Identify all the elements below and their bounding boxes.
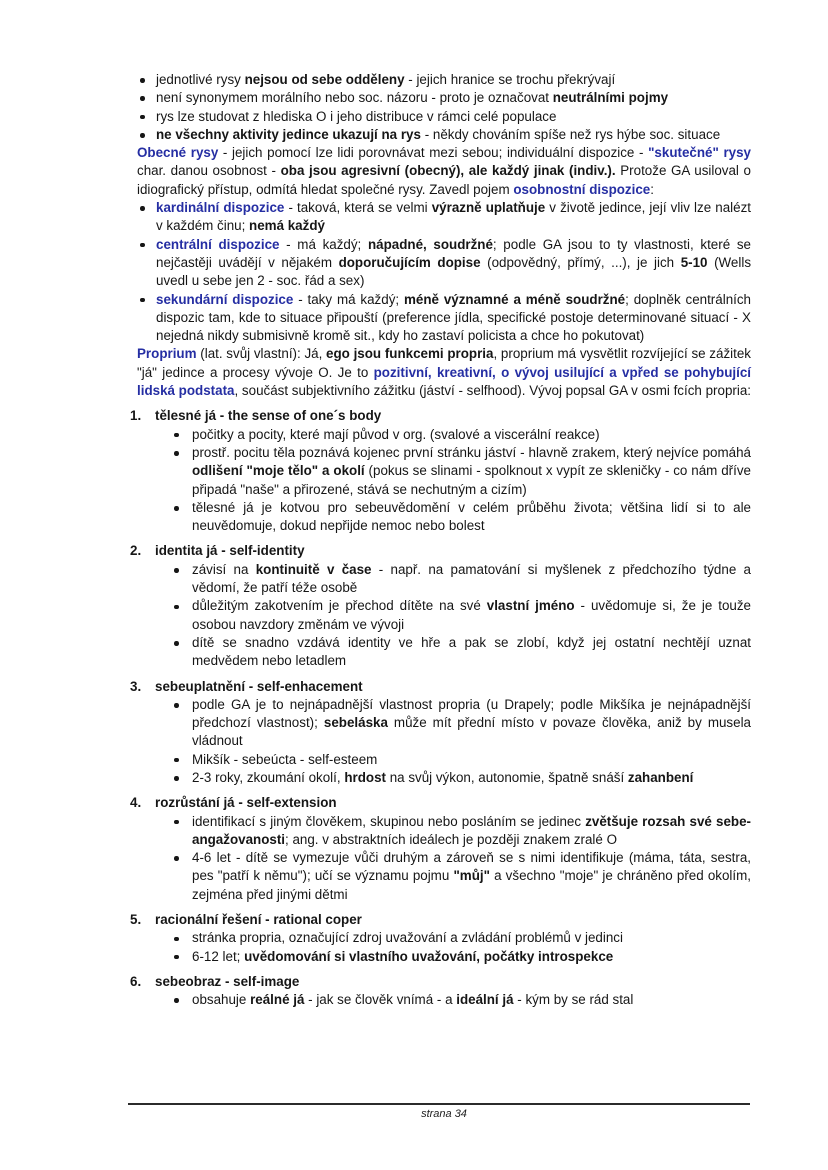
text-run: :	[650, 181, 654, 197]
bold-text-run: ne všechny aktivity jedince ukazují na rys	[156, 126, 421, 142]
section-number: 4.	[130, 795, 142, 811]
bullet-list	[137, 71, 751, 144]
text-run: v životě jedince, její vliv lze nalézt v každém činu;	[156, 200, 752, 234]
section-heading	[130, 678, 751, 696]
page-number: strana 34	[421, 1108, 467, 1120]
bullet-item	[137, 751, 751, 769]
text-run: (Wells uvedl u sebe jen 2 - soc. řád a sex)	[156, 254, 752, 289]
footer-divider	[128, 1103, 750, 1105]
bold-text-run: hrdost	[344, 769, 386, 785]
bullet-list	[137, 929, 751, 966]
section-number: 6.	[130, 973, 142, 989]
bold-text-run: neutrálními pojmy	[552, 90, 669, 106]
bold-text-run: výrazně uplatňuje	[431, 200, 546, 216]
numbered-section	[130, 407, 751, 535]
text-run: 2-3 roky, zkoumání okolí,	[192, 769, 345, 785]
text-run: - má každý;	[279, 236, 368, 252]
text-run: - např. na pamatování si myšlenek z předchozího týdne a vědomí, že patří téže osobě	[192, 561, 751, 596]
text-run: závisí na	[192, 561, 256, 577]
text-run: - taková, která se velmi	[284, 200, 432, 216]
paragraph	[137, 345, 751, 400]
bullet-list	[137, 991, 751, 1009]
accent-text-run: Obecné rysy	[137, 145, 219, 161]
bullet-item	[137, 597, 751, 634]
numbered-section	[130, 911, 751, 966]
bold-text-run: kontinuitě v čase	[255, 561, 372, 577]
text-run: a všechno "moje" je chráněno před okolím, zejména před jinými dětmi	[192, 868, 751, 902]
section-heading	[130, 911, 751, 929]
bold-text-run: 5-10	[680, 254, 708, 270]
bold-text-run: sebeuplatnění - self-enhacement	[155, 678, 363, 694]
bold-text-run: uvědomování si vlastního uvažování, počátky introspekce	[244, 948, 614, 964]
bold-text-run: nápadné, soudržné	[367, 236, 493, 252]
bullet-item	[137, 813, 751, 850]
bold-text-run: "můj"	[453, 868, 490, 884]
text-run: ; doplněk centrálních dispozic tam, kde to situace připouští (preference jídla, specifické postoje determinované situací - X nejedná nikdy submisivně kromě sit., kdy ho zastaví policista a chce ho pokutovat)	[156, 291, 752, 344]
text-run: identifikací s jiným člověkem, skupinou nebo posláním se jedinec	[192, 813, 586, 829]
bullet-item	[137, 499, 751, 536]
text-run: stránka propria, označující zdroj uvažování a zvládání problémů v jedinci	[192, 930, 623, 946]
numbered-section	[130, 794, 751, 904]
text-run: na svůj výkon, autonomie, špatně snáší	[385, 769, 628, 785]
bold-text-run: rozrůstání já - self-extension	[155, 795, 337, 811]
bold-text-run: oba jsou agresivní (obecný), ale každý jinak (indiv.).	[280, 163, 616, 179]
bullet-item	[137, 948, 751, 966]
section-number: 2.	[130, 543, 142, 559]
bold-text-run: odlišení "moje tělo" a okolí	[192, 463, 365, 479]
text-run: - někdy chováním spíše než rys hýbe soc. situace	[420, 126, 721, 142]
document-content	[130, 71, 752, 1010]
bold-text-run: vlastní jméno	[486, 598, 575, 614]
bold-text-run: doporučujícím dopise	[338, 254, 481, 270]
bullet-item	[137, 849, 751, 904]
section-heading	[130, 542, 751, 560]
bullet-item	[137, 426, 751, 444]
text-run: - jejich pomocí lze lidi porovnávat mezi sebou; individuální dispozice -	[218, 145, 649, 161]
bullet-item	[137, 126, 751, 144]
accent-text-run: pozitivní, kreativní, o vývoj usilující a vpřed se pohybující lidská podstata	[137, 364, 751, 399]
text-run: Protože GA usiloval o idiografický přístup, odmítá hledat společné rysy. Zavedl pojem	[137, 163, 751, 197]
accent-text-run: "skutečné" rysy	[648, 145, 751, 161]
text-run: (lat. svůj vlastní): Já,	[196, 346, 327, 362]
section-heading	[130, 794, 751, 812]
bullet-list	[137, 426, 751, 536]
text-run: podle GA je to nejnápadnější vlastnost propria (u Drapely; podle Mikšíka je nejnápadnější předchozí vlastnost);	[192, 696, 751, 731]
bullet-item	[137, 769, 751, 787]
section-heading	[130, 973, 751, 991]
text-run: ; podle GA jsou to ty vlastnosti, které se nejčastěji uvádějí v nějakém	[156, 236, 751, 270]
text-run: - jak se člověk vnímá - a	[304, 992, 457, 1008]
text-run: důležitým zakotvením je přechod dítěte na své	[192, 598, 487, 614]
text-run: tělesné já je kotvou pro sebeuvědomění v celém průběhu života; většina lidí si to ale neuvědomuje, dokud nepřijde nemoc nebo bolest	[192, 499, 751, 534]
bold-text-run: ideální já	[456, 992, 514, 1008]
bold-text-run: ego jsou funkcemi propria	[326, 346, 494, 362]
bullet-list	[137, 813, 751, 904]
text-run: jednotlivé rysy	[156, 72, 245, 87]
bullet-item	[137, 199, 751, 236]
section-heading	[130, 407, 751, 425]
text-run: Mikšík - sebeúcta - self-esteem	[192, 751, 378, 767]
text-run: 6-12 let;	[192, 948, 245, 964]
accent-text-run: Proprium	[137, 346, 197, 362]
paragraph	[137, 144, 751, 199]
bullet-item	[137, 71, 751, 89]
accent-text-run: osobnostní dispozice	[513, 181, 651, 197]
bold-text-run: zvětšuje rozsah své sebe-angažovanosti	[192, 813, 751, 847]
bold-text-run: reálné já	[250, 992, 305, 1008]
bullet-item	[137, 561, 751, 598]
bullet-item	[137, 444, 751, 499]
section-number: 3.	[130, 678, 142, 694]
bold-text-run: nejsou od sebe odděleny	[244, 72, 405, 87]
bold-text-run: tělesné já - the sense of one´s body	[155, 408, 382, 424]
text-run: , součást subjektivního zážitku (jáství - selfhood). Vývoj popsal GA v osmi fcích propria:	[234, 383, 751, 399]
accent-text-run: kardinální dispozice	[156, 200, 285, 216]
bullet-item	[137, 634, 751, 671]
text-run: rys lze studovat z hlediska O i jeho distribuce v rámci celé populace	[156, 108, 557, 124]
text-run: dítě se snadno vzdává identity ve hře a pak se zlobí, když jej ostatní nechtějí uznat medvědem nebo letadlem	[192, 634, 751, 669]
bold-text-run: sebeláska	[323, 715, 388, 731]
bold-text-run: sebeobraz - self-image	[155, 973, 300, 989]
text-run: může mít přední místo v povaze člověka, aniž by musela vládnout	[192, 715, 751, 749]
bold-text-run: identita já - self-identity	[155, 543, 305, 559]
numbered-section	[130, 678, 751, 788]
bullet-list	[137, 696, 751, 787]
bullet-list	[137, 199, 751, 345]
numbered-section	[130, 973, 751, 1010]
text-run: , proprium má vysvětlit rozvíjející se zážitek "já" jedince a procesy vývoje O. Je to	[137, 346, 751, 380]
bullet-item	[137, 929, 751, 947]
text-run: - uvědomuje si, že je touže osobou navzdory změnám ve vývoji	[192, 598, 751, 632]
text-run: (odpovědný, přímý, ...), je jich	[480, 254, 681, 270]
text-run: (pokus se slinami - spolknout x vypít ze skleničky - co nám dříve připadá "naše" a přirozené, stává se nechutným a cizím)	[192, 463, 751, 497]
text-run: není synonymem morálního nebo soc. názoru - proto je označovat	[156, 90, 553, 106]
bullet-item	[137, 108, 751, 126]
bold-text-run: racionální řešení - rational coper	[155, 912, 362, 928]
numbered-section	[130, 542, 751, 670]
bold-text-run: zahanbení	[627, 769, 694, 785]
bullet-list	[137, 561, 751, 671]
text-run: - jejich hranice se trochu překrývají	[404, 72, 616, 87]
bold-text-run: méně významné a méně soudržné	[403, 291, 626, 307]
bold-text-run: nemá každý	[249, 218, 325, 234]
text-run: - kým by se rád stal	[513, 992, 634, 1008]
section-number: 5.	[130, 912, 142, 928]
text-run: obsahuje	[192, 992, 251, 1008]
bullet-item	[137, 291, 751, 346]
text-run: char. danou osobnost -	[137, 163, 281, 179]
text-run: ; ang. v abstraktních ideálech je později znakem zralé O	[285, 831, 617, 847]
text-run: - taky má každý;	[293, 291, 404, 307]
text-run: prostř. pocitu těla poznává kojenec první stránku jáství - hlavně zrakem, který nejvíce pomáhá	[192, 444, 751, 460]
bullet-item	[137, 991, 751, 1009]
section-number: 1.	[130, 408, 142, 424]
bullet-item	[137, 89, 751, 107]
bullet-item	[137, 236, 751, 291]
text-run: 4-6 let - dítě se vymezuje vůči druhým a zároveň se s nimi identifikuje (máma, táta, sestra, pes "patří k němu"); učí se významu pojmu	[192, 850, 751, 884]
text-run: počitky a pocity, které mají původ v org. (svalové a viscerální reakce)	[192, 426, 600, 442]
accent-text-run: sekundární dispozice	[156, 291, 294, 307]
accent-text-run: centrální dispozice	[156, 236, 280, 252]
bullet-item	[137, 696, 751, 751]
